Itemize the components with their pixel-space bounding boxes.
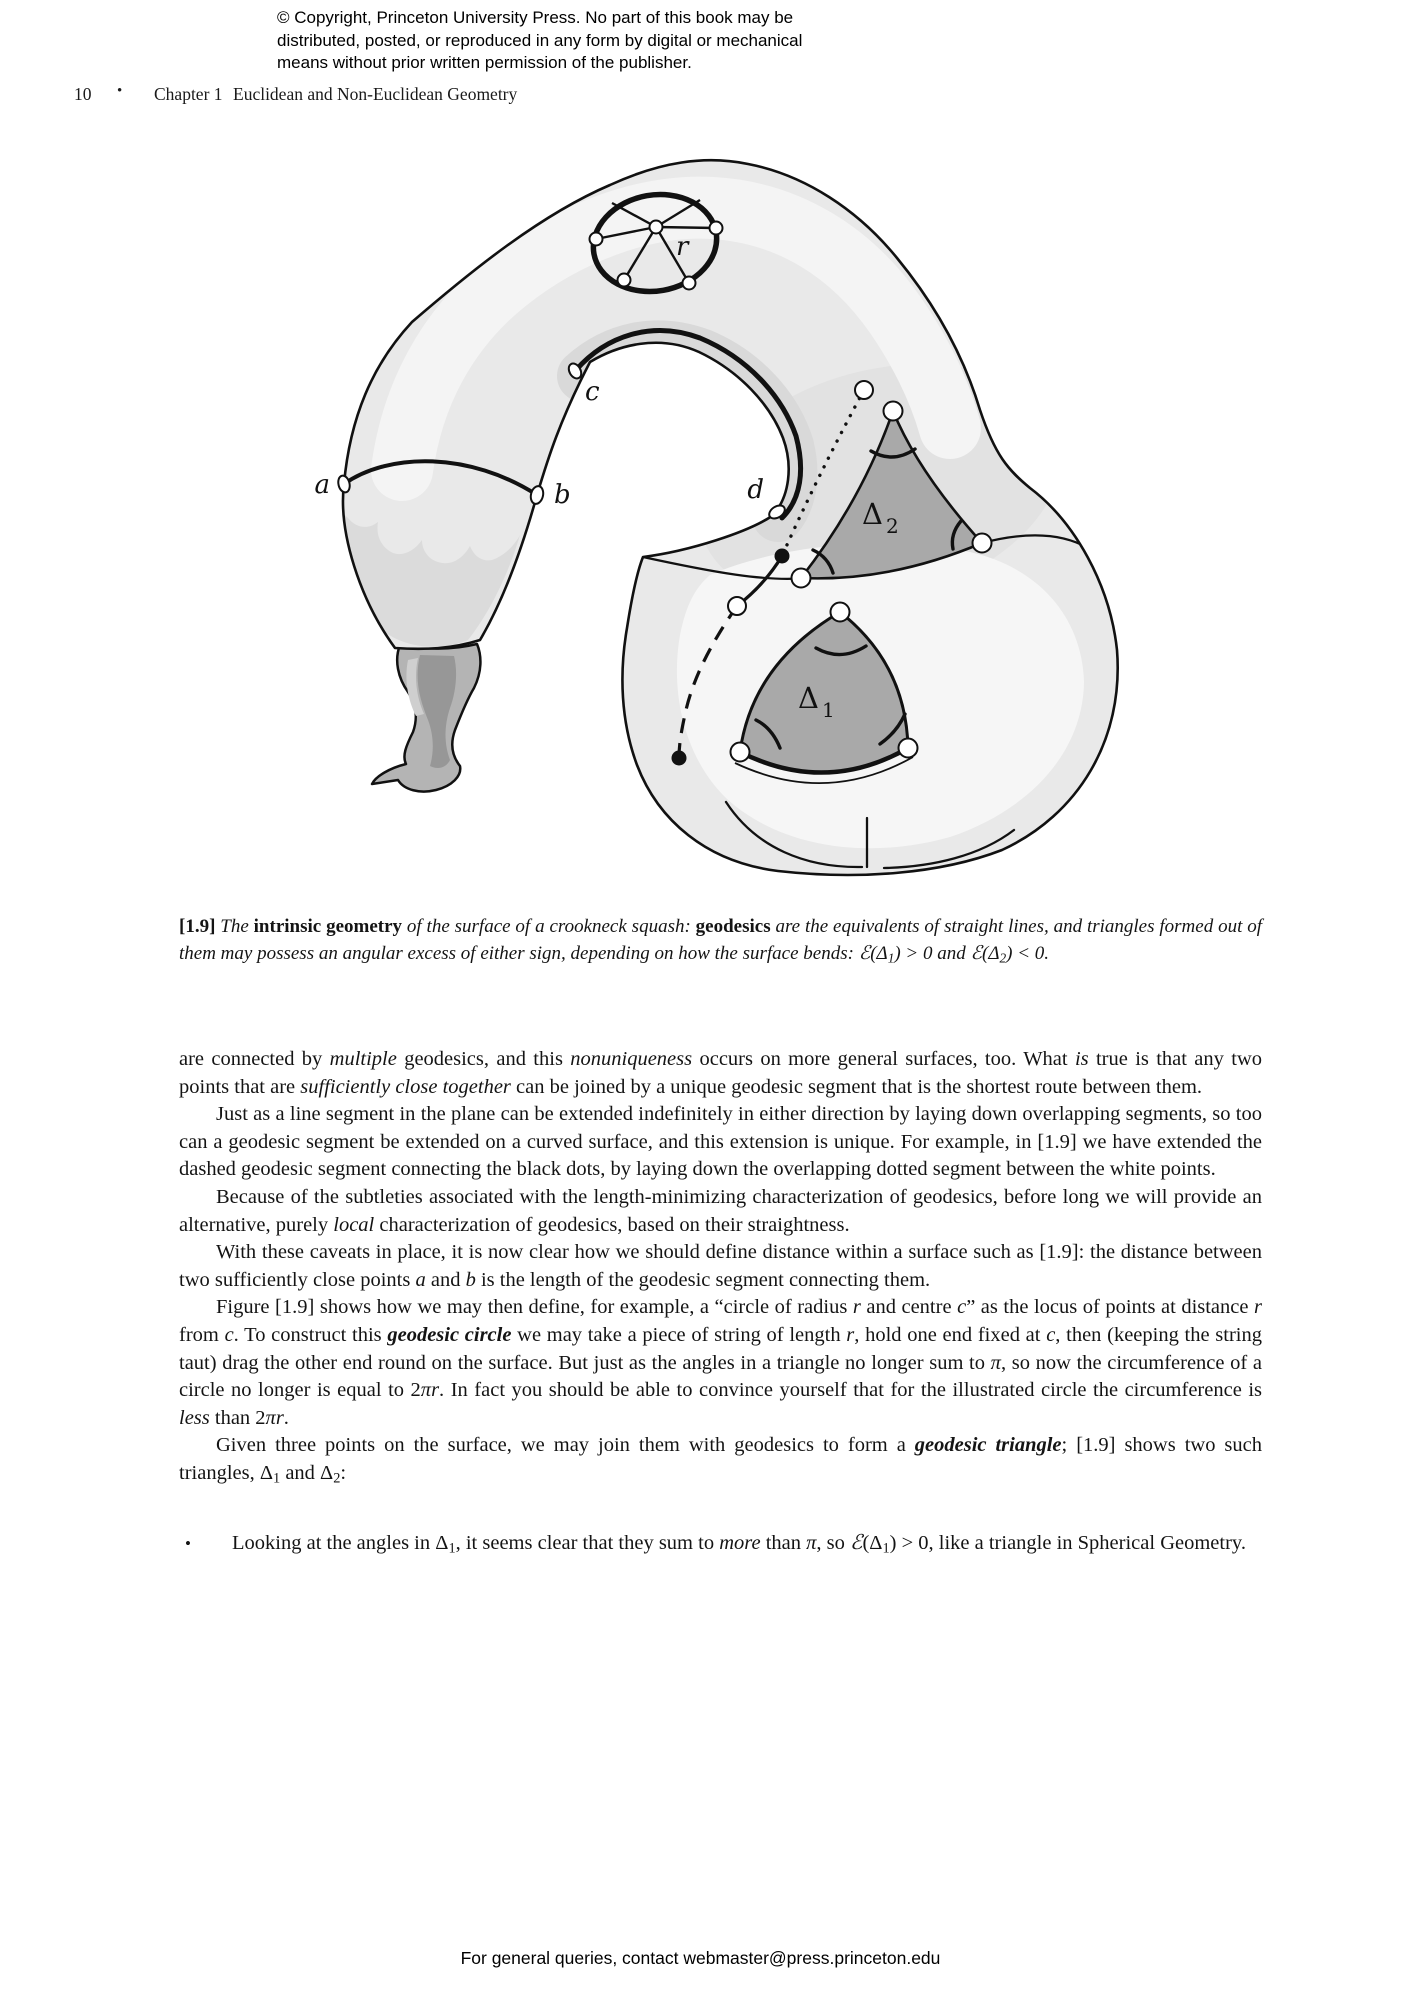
body-text — [179, 1046, 1262, 1563]
figure-1-9 — [170, 128, 1140, 886]
body-paragraph: Given three points on the surface, we may join them with geodesics to form a geodesic triangle; [1.9] shows two such triangles, Δ1 and Δ2: — [179, 1434, 1262, 1487]
label-a: a — [314, 470, 330, 500]
body-paragraph: Because of the subtleties associated with the length-minimizing characterization of geodesics, before long we will provide an alternative, purely local characterization of geodesics, based on their straightness. — [179, 1185, 1262, 1236]
bullet-marker: • — [185, 1534, 191, 1554]
bullet-text: Looking at the angles in Δ1, it seems clear that they sum to more than π, so ℰ(Δ1) > 0, like a triangle in Spherical Geometry. — [232, 1532, 1246, 1557]
page-number: 10 — [74, 84, 92, 104]
label-delta1-sub: 1 — [822, 698, 835, 722]
label-c: c — [585, 377, 600, 407]
squash-illustration — [170, 128, 1140, 886]
copyright-line: distributed, posted, or reproduced in any form by digital or mechanical — [277, 30, 803, 50]
chapter-label: Chapter 1 — [154, 84, 223, 104]
copyright-line: © Copyright, Princeton University Press. No part of this book may be — [277, 8, 794, 27]
copyright-notice — [277, 7, 897, 75]
copyright-line: means without prior written permission of the publisher. — [277, 53, 692, 72]
footer-contact: For general queries, contact webmaster@press.princeton.edu — [460, 1948, 941, 1968]
white-dot — [728, 597, 746, 615]
body-paragraph: With these caveats in place, it is now clear how we should define distance within a surface such as [1.9]: the distance between two sufficiently close points a and b is the length of the geodesic segment connecting them. — [179, 1241, 1262, 1291]
body-paragraph: are connected by multiple geodesics, and this nonuniqueness occurs on more general surfaces, too. What is true is that any two points that are sufficiently close together can be joined by a unique geodesic segment that is the shortest route between them. — [179, 1048, 1262, 1098]
bullet-item — [179, 1530, 1262, 1563]
label-delta2: Δ — [862, 497, 883, 531]
stem — [372, 644, 480, 792]
label-r: r — [676, 232, 689, 262]
black-dot — [672, 751, 687, 766]
white-dot — [855, 381, 873, 399]
label-d: d — [747, 475, 764, 505]
running-head — [0, 84, 1401, 110]
label-delta2-sub: 2 — [886, 514, 899, 538]
label-b: b — [554, 480, 571, 510]
bullet-separator: • — [117, 83, 123, 99]
paragraph-container — [179, 1046, 1262, 1493]
body-paragraph: Figure [1.9] shows how we may then define, for example, a “circle of radius r and centre c” as the locus of points at distance r from c. To construct this geodesic circle we may take a piece of string of length r, hold one end fixed at c, then (keeping the string taut) drag the other end round on the surface. But just as the angles in a triangle no longer sum to π, so now the circumference of a circle no longer is equal to 2πr. In fact you should be able to convince yourself that for the illustrated circle the circumference is less than 2πr. — [179, 1296, 1263, 1429]
label-delta1: Δ — [798, 681, 819, 715]
black-dot — [775, 549, 790, 564]
body-paragraph: Just as a line segment in the plane can be extended indefinitely in either direction by laying down overlapping segments, so too can a geodesic segment be extended on a curved surface, and this extension is unique. For example, in [1.9] we have extended the dashed geodesic segment connecting the black dots, by laying down the overlapping dotted segment between the white points. — [179, 1103, 1262, 1181]
figure-caption: [1.9] The intrinsic geometry of the surface of a crookneck squash: geodesics are the equivalents of straight lines, and triangles formed out of them may possess an angular excess of either sign, depending on how the surface bends: ℰ(Δ1) > 0 and ℰ(Δ2) < 0. — [179, 916, 1262, 966]
chapter-title: Euclidean and Non-Euclidean Geometry — [233, 84, 518, 104]
